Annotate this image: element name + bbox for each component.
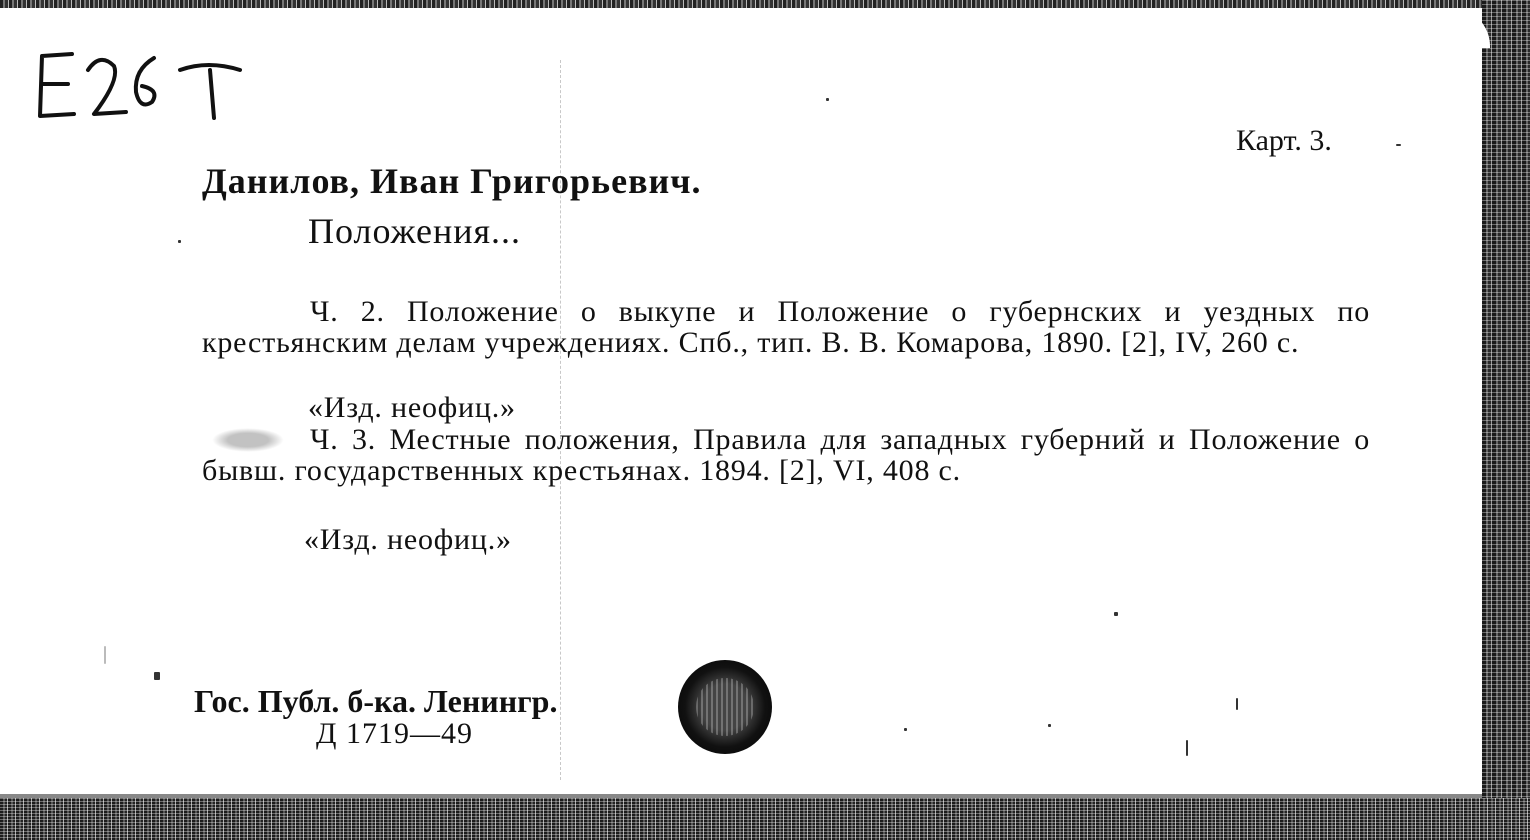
scan-speck <box>154 672 160 680</box>
part-3-entry <box>202 424 1370 486</box>
scan-edge-right <box>1482 0 1530 840</box>
card-number: Карт. 3. <box>1236 124 1332 157</box>
scan-speck <box>104 646 106 664</box>
part-2-text: Ч. 2. Положение о выкупе и Положение о губернских и уездных по крестьянским делам учреждениях. Спб., тип. В. В. Комарова, 1890. [2], IV, 260 с. <box>202 295 1370 359</box>
punch-hole <box>678 660 772 754</box>
shelfmark: Д 1719—49 <box>316 717 473 750</box>
handwritten-shelf-mark <box>30 40 250 130</box>
scan-speck <box>1114 612 1118 616</box>
library-name: Гос. Публ. б-ка. Ленингр. <box>194 683 558 719</box>
part-2-entry <box>202 296 1370 358</box>
work-title: Положения... <box>308 211 522 251</box>
part-3-note: «Изд. неофиц.» <box>304 523 512 556</box>
scan-speck <box>1048 724 1051 727</box>
scan-speck <box>826 98 829 101</box>
part-2-note: «Изд. неофиц.» <box>308 391 516 424</box>
scan-edge-top <box>0 0 1530 8</box>
part-3-text: Ч. 3. Местные положения, Правила для западных губерний и Положение о бывш. государственных крестьянах. 1894. [2], VI, 408 с. <box>202 423 1370 487</box>
author-heading: Данилов, Иван Григорьевич. <box>202 161 702 201</box>
scan-edge-bottom <box>0 798 1530 840</box>
scan-speck <box>1396 144 1401 146</box>
scan-speck <box>904 728 907 731</box>
scan-speck <box>178 240 181 243</box>
scan-speck <box>1236 698 1238 710</box>
scan-speck <box>1186 740 1188 756</box>
